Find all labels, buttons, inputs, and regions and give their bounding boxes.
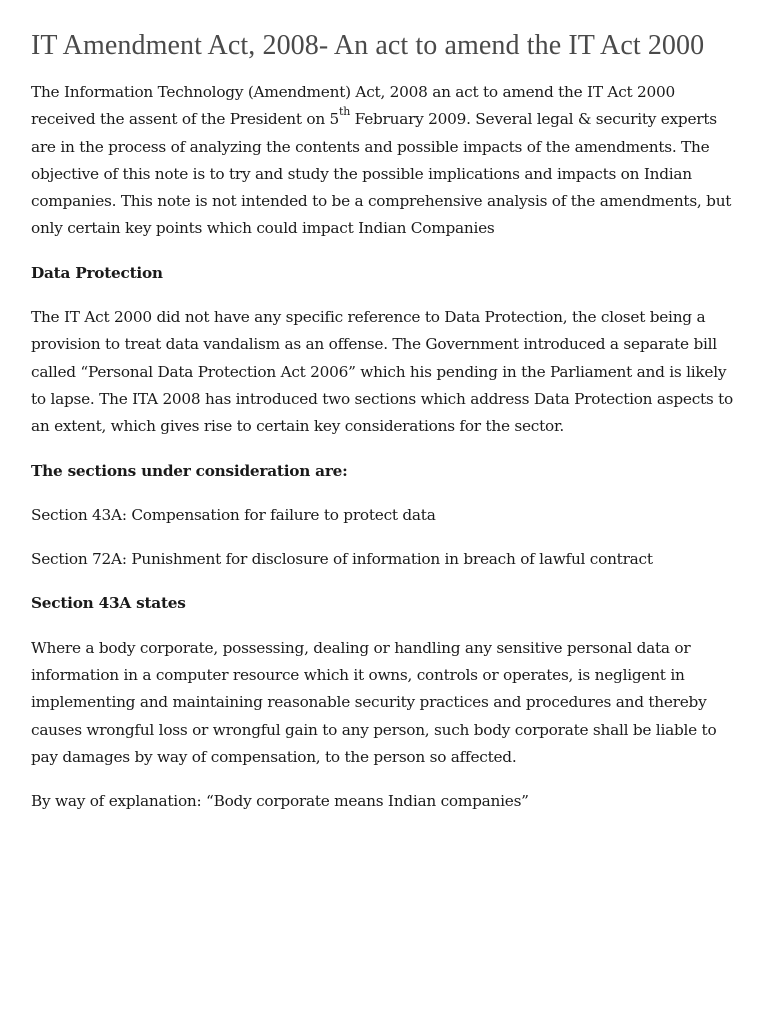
document-page (31, 30, 743, 833)
ordinal-superscript: th (339, 105, 351, 119)
sections-heading: The sections under consideration are: (31, 461, 348, 480)
data-protection-heading: Data Protection (31, 263, 163, 282)
intro-text-start: The Information Technology (Amendment) Act, 2008 an act to amend the IT Act 2000 received the assent of the President on 5 (31, 83, 675, 129)
explanation-paragraph: By way of explanation: “Body corporate means Indian companies” (31, 792, 529, 811)
page-title: IT Amendment Act, 2008- An act to amend the IT Act 2000 (31, 30, 705, 61)
section-43a-heading: Section 43A states (31, 594, 186, 613)
intro-text-end: February 2009. Several legal & security experts are in the process of analyzing the contents and possible impacts of the amendments. The objective of this note is to try and study the possible implications and impacts on Indian companies. This note is not intended to be a comprehensive analysis of the amendments, but only certain key points which could impact Indian Companies (31, 110, 732, 238)
section-43a-paragraph: Where a body corporate, possessing, dealing or handling any sensitive personal data or information in a computer resource which it owns, controls or operates, is negligent in implementing and maintaining reasonable security practices and procedures and thereby causes wrongful loss or wrongful gain to any person, such body corporate shall be liable to pay damages by way of compensation, to the person so affected. (31, 638, 717, 766)
intro-paragraph (31, 79, 743, 243)
section-item-43a: Section 43A: Compensation for failure to protect data (31, 505, 436, 524)
data-protection-paragraph: The IT Act 2000 did not have any specific reference to Data Protection, the closet being a provision to treat data vandalism as an offense. The Government introduced a separate bill called “Personal Data Protection Act 2006” which his pending in the Parliament and is likely to lapse. The ITA 2008 has introduced two sections which address Data Protection aspects to an extent, which gives rise to certain key considerations for the sector. (31, 308, 733, 436)
section-item-72a: Section 72A: Punishment for disclosure of information in breach of lawful contract (31, 550, 653, 569)
